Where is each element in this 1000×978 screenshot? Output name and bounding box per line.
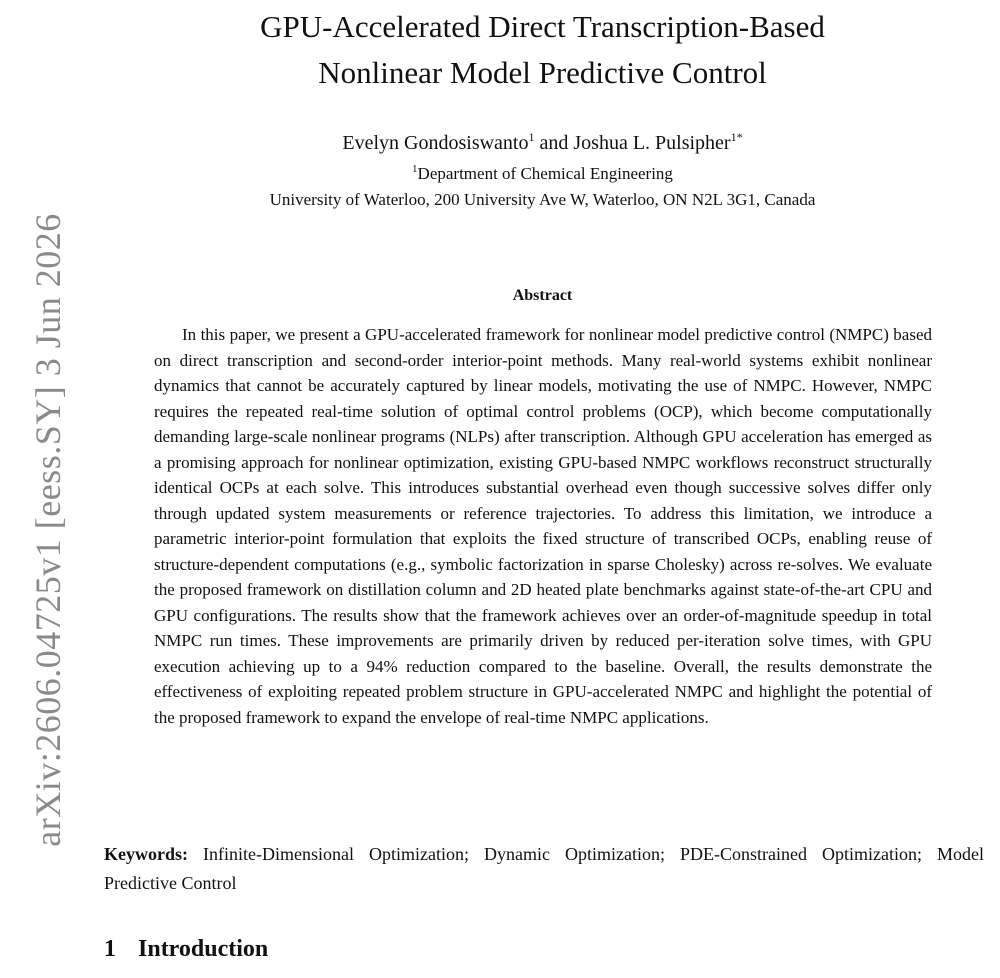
section-number: 1 [104, 936, 116, 962]
arxiv-identifier-stamp: arXiv:2606.04725v1 [eess.SY] 3 Jun 2026 [28, 213, 68, 847]
author-conjunction: and [534, 132, 574, 154]
abstract-heading: Abstract [512, 287, 573, 304]
paper-title-line-2: Nonlinear Model Predictive Control [318, 55, 767, 90]
affiliation-mark: 1 [412, 163, 418, 175]
paper-title-line-1: GPU-Accelerated Direct Transcription-Based [260, 9, 825, 44]
paper-title [100, 4, 985, 96]
author-2-affiliation-mark: 1* [730, 130, 743, 144]
author-2-name: Joshua L. Pulsipher [573, 132, 731, 154]
keywords-block [104, 840, 984, 898]
section-heading-introduction [104, 933, 268, 965]
author-1-affiliation-mark: 1 [528, 130, 535, 144]
affiliation-department [100, 157, 985, 186]
section-title: Introduction [138, 936, 269, 962]
abstract-paragraph: In this paper, we present a GPU-accelerated framework for nonlinear model predictive control (NMPC) based on direct transcription and second-order interior-point methods. Many real-world systems exhibit nonlinear dynamics that cannot be accurately captured by linear models, motivating the use of NMPC. However, NMPC requires the repeated real-time solution of optimal control problems (OCP), which become computationally demanding large-scale nonlinear programs (NLPs) after transcription. Although GPU acceleration has emerged as a promising approach for nonlinear optimization, existing GPU-based NMPC workflows reconstruct structurally identical OCPs at each solve. This introduces substantial overhead even though successive solves differ only through updated system measurements or reference trajectories. To address this limitation, we introduce a parametric interior-point formulation that exploits the fixed structure of transcribed OCPs, enabling reuse of structure-dependent computations (e.g., symbolic factorization in sparse Cholesky) across re-solves. We evaluate the proposed framework on distillation column and 2D heated plate benchmarks against state-of-the-art CPU and GPU configurations. The results show that the framework achieves over an order-of-magnitude speedup in total NMPC run times. These improvements are primarily driven by reduced per-iteration solve times, with GPU execution achieving up to a 94% reduction compared to the baseline. Overall, the results demonstrate the effectiveness of exploiting repeated problem structure in GPU-accelerated NMPC and highlight the potential of the proposed framework to expand the envelope of real-time NMPC applications. [154, 325, 932, 727]
abstract-body [154, 322, 932, 730]
keywords-list: Infinite-Dimensional Optimization; Dynamic Optimization; PDE-Constrained Optimization; Model Predictive Control [104, 844, 984, 893]
affiliation-address: University of Waterloo, 200 University Ave W, Waterloo, ON N2L 3G1, Canada [269, 190, 816, 209]
department-name: Department of Chemical Engineering [417, 164, 673, 183]
keywords-label: Keywords: [104, 844, 188, 864]
author-list [100, 123, 985, 157]
author-1-name: Evelyn Gondosiswanto [342, 132, 529, 154]
